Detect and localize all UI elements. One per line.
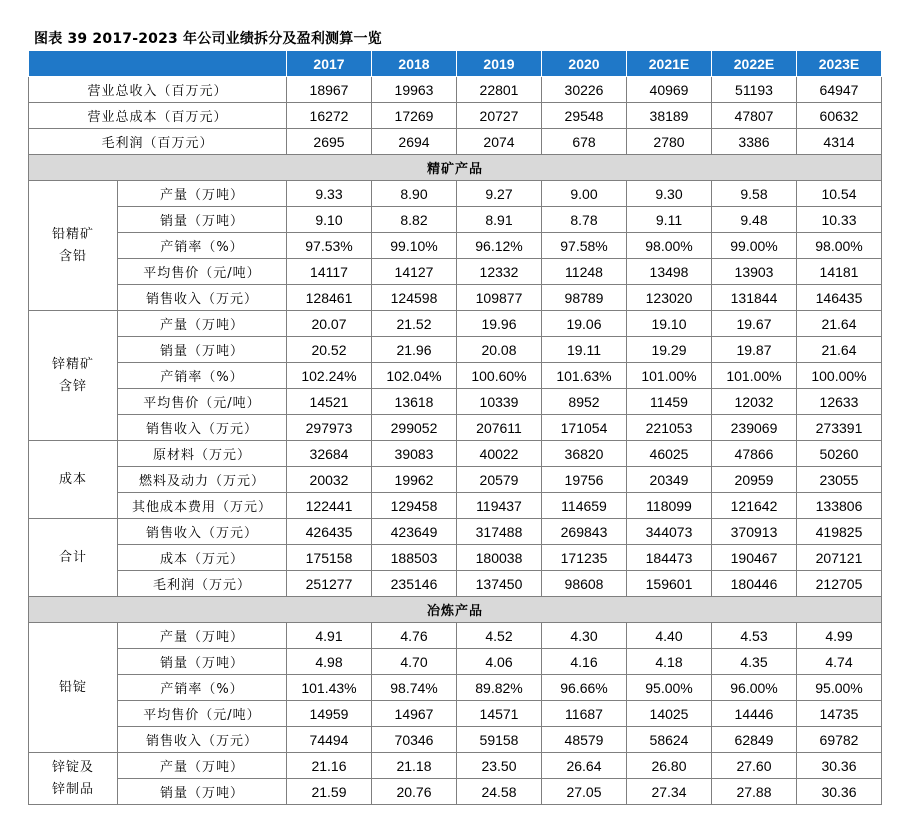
data-cell: 2694	[372, 129, 457, 155]
data-cell: 12032	[712, 389, 797, 415]
data-cell: 251277	[287, 571, 372, 597]
group-label	[29, 441, 118, 519]
group-label-line: 成本	[58, 471, 87, 487]
table-title: 图表 39 2017-2023 年公司业绩拆分及盈利测算一览	[34, 31, 382, 47]
data-cell: 96.12%	[457, 233, 542, 259]
header-year: 2021E	[627, 51, 712, 77]
data-cell: 4.76	[372, 623, 457, 649]
data-cell: 98.74%	[372, 675, 457, 701]
data-cell: 23055	[797, 467, 882, 493]
data-cell: 99.10%	[372, 233, 457, 259]
data-cell: 2780	[627, 129, 712, 155]
table-row	[29, 675, 882, 701]
data-cell: 21.64	[797, 337, 882, 363]
data-cell: 47866	[712, 441, 797, 467]
data-cell: 20032	[287, 467, 372, 493]
data-cell: 50260	[797, 441, 882, 467]
table-row	[29, 727, 882, 753]
header-corner	[29, 51, 287, 77]
data-cell: 4.35	[712, 649, 797, 675]
data-cell: 4.16	[542, 649, 627, 675]
data-cell: 89.82%	[457, 675, 542, 701]
data-cell: 180446	[712, 571, 797, 597]
data-cell: 17269	[372, 103, 457, 129]
data-cell: 38189	[627, 103, 712, 129]
data-cell: 121642	[712, 493, 797, 519]
group-label-line: 铅锭	[58, 679, 87, 695]
data-cell: 678	[542, 129, 627, 155]
data-cell: 221053	[627, 415, 712, 441]
data-cell: 47807	[712, 103, 797, 129]
data-cell: 30.36	[797, 753, 882, 779]
table-row	[29, 259, 882, 285]
row-label: 销量（万吨）	[118, 779, 287, 805]
data-cell: 14735	[797, 701, 882, 727]
header-row	[29, 51, 882, 77]
data-cell: 8.90	[372, 181, 457, 207]
group-label-line: 铅精矿	[51, 226, 94, 242]
data-cell: 98608	[542, 571, 627, 597]
data-cell: 171054	[542, 415, 627, 441]
data-cell: 30.36	[797, 779, 882, 805]
data-cell: 11248	[542, 259, 627, 285]
row-label: 成本（万元）	[118, 545, 287, 571]
data-cell: 2074	[457, 129, 542, 155]
row-label: 平均售价（元/吨）	[118, 389, 287, 415]
data-cell: 14967	[372, 701, 457, 727]
data-cell: 58624	[627, 727, 712, 753]
data-cell: 123020	[627, 285, 712, 311]
data-cell: 9.10	[287, 207, 372, 233]
data-cell: 102.04%	[372, 363, 457, 389]
data-cell: 64947	[797, 77, 882, 103]
data-cell: 19.96	[457, 311, 542, 337]
row-label: 产量（万吨）	[118, 181, 287, 207]
data-cell: 27.60	[712, 753, 797, 779]
data-cell: 4.06	[457, 649, 542, 675]
group-label-line: 含锌	[58, 378, 87, 394]
data-cell: 184473	[627, 545, 712, 571]
data-cell: 27.34	[627, 779, 712, 805]
table-row	[29, 441, 882, 467]
data-cell: 14127	[372, 259, 457, 285]
data-cell: 18967	[287, 77, 372, 103]
group-label-line: 锌制品	[51, 781, 94, 797]
header-year: 2020	[542, 51, 627, 77]
row-label: 营业总收入（百万元）	[29, 77, 287, 103]
data-cell: 19.06	[542, 311, 627, 337]
data-cell: 51193	[712, 77, 797, 103]
data-cell: 344073	[627, 519, 712, 545]
data-cell: 188503	[372, 545, 457, 571]
data-cell: 423649	[372, 519, 457, 545]
data-cell: 207121	[797, 545, 882, 571]
data-cell: 101.00%	[712, 363, 797, 389]
data-cell: 122441	[287, 493, 372, 519]
data-cell: 19.11	[542, 337, 627, 363]
data-cell: 14117	[287, 259, 372, 285]
data-cell: 69782	[797, 727, 882, 753]
table-row	[29, 493, 882, 519]
data-cell: 11459	[627, 389, 712, 415]
group-label	[29, 623, 118, 753]
row-label: 其他成本费用（万元）	[118, 493, 287, 519]
data-cell: 2695	[287, 129, 372, 155]
data-cell: 133806	[797, 493, 882, 519]
row-label: 平均售价（元/吨）	[118, 259, 287, 285]
data-cell: 19.29	[627, 337, 712, 363]
row-label: 销量（万吨）	[118, 649, 287, 675]
data-cell: 9.00	[542, 181, 627, 207]
data-cell: 12633	[797, 389, 882, 415]
group-label	[29, 311, 118, 441]
data-cell: 4.99	[797, 623, 882, 649]
row-label: 产量（万吨）	[118, 311, 287, 337]
data-cell: 21.64	[797, 311, 882, 337]
header-year: 2017	[287, 51, 372, 77]
table-row	[29, 181, 882, 207]
data-cell: 118099	[627, 493, 712, 519]
table-container	[28, 50, 882, 805]
table-row	[29, 363, 882, 389]
data-cell: 4.40	[627, 623, 712, 649]
data-cell: 426435	[287, 519, 372, 545]
table-row	[29, 415, 882, 441]
data-cell: 175158	[287, 545, 372, 571]
data-cell: 102.24%	[287, 363, 372, 389]
data-cell: 8952	[542, 389, 627, 415]
data-cell: 3386	[712, 129, 797, 155]
data-cell: 36820	[542, 441, 627, 467]
data-cell: 101.63%	[542, 363, 627, 389]
data-cell: 9.48	[712, 207, 797, 233]
data-cell: 11687	[542, 701, 627, 727]
section-header-row	[29, 155, 882, 181]
data-cell: 212705	[797, 571, 882, 597]
data-cell: 159601	[627, 571, 712, 597]
data-cell: 137450	[457, 571, 542, 597]
data-cell: 8.78	[542, 207, 627, 233]
row-label: 产量（万吨）	[118, 753, 287, 779]
data-cell: 24.58	[457, 779, 542, 805]
table-row	[29, 467, 882, 493]
header-year: 2019	[457, 51, 542, 77]
data-cell: 4.53	[712, 623, 797, 649]
data-cell: 95.00%	[797, 675, 882, 701]
row-label: 销量（万吨）	[118, 207, 287, 233]
data-cell: 20579	[457, 467, 542, 493]
summary-row	[29, 129, 882, 155]
data-cell: 30226	[542, 77, 627, 103]
data-cell: 48579	[542, 727, 627, 753]
data-cell: 128461	[287, 285, 372, 311]
table-row	[29, 285, 882, 311]
data-cell: 60632	[797, 103, 882, 129]
data-cell: 97.53%	[287, 233, 372, 259]
data-cell: 19963	[372, 77, 457, 103]
data-cell: 21.96	[372, 337, 457, 363]
data-cell: 14446	[712, 701, 797, 727]
table-row	[29, 337, 882, 363]
data-cell: 299052	[372, 415, 457, 441]
table-row	[29, 753, 882, 779]
table-row	[29, 701, 882, 727]
data-cell: 100.60%	[457, 363, 542, 389]
data-cell: 97.58%	[542, 233, 627, 259]
data-cell: 370913	[712, 519, 797, 545]
data-cell: 4.18	[627, 649, 712, 675]
data-cell: 273391	[797, 415, 882, 441]
data-cell: 26.80	[627, 753, 712, 779]
data-cell: 23.50	[457, 753, 542, 779]
data-cell: 46025	[627, 441, 712, 467]
data-cell: 26.64	[542, 753, 627, 779]
data-cell: 8.82	[372, 207, 457, 233]
row-label: 营业总成本（百万元）	[29, 103, 287, 129]
data-cell: 13498	[627, 259, 712, 285]
data-cell: 419825	[797, 519, 882, 545]
table-row	[29, 623, 882, 649]
row-label: 平均售价（元/吨）	[118, 701, 287, 727]
data-cell: 39083	[372, 441, 457, 467]
data-cell: 19756	[542, 467, 627, 493]
table-row	[29, 311, 882, 337]
data-cell: 10.33	[797, 207, 882, 233]
data-cell: 12332	[457, 259, 542, 285]
row-label: 毛利润（万元）	[118, 571, 287, 597]
group-label-line: 含铅	[58, 248, 87, 264]
data-cell: 109877	[457, 285, 542, 311]
table-row	[29, 571, 882, 597]
data-cell: 95.00%	[627, 675, 712, 701]
data-cell: 114659	[542, 493, 627, 519]
data-cell: 235146	[372, 571, 457, 597]
performance-table	[28, 50, 882, 805]
table-row	[29, 519, 882, 545]
data-cell: 20.76	[372, 779, 457, 805]
table-row	[29, 389, 882, 415]
data-cell: 14571	[457, 701, 542, 727]
data-cell: 9.58	[712, 181, 797, 207]
data-cell: 19.10	[627, 311, 712, 337]
data-cell: 20.07	[287, 311, 372, 337]
data-cell: 40969	[627, 77, 712, 103]
data-cell: 269843	[542, 519, 627, 545]
data-cell: 22801	[457, 77, 542, 103]
data-cell: 4.70	[372, 649, 457, 675]
data-cell: 100.00%	[797, 363, 882, 389]
row-label: 产量（万吨）	[118, 623, 287, 649]
data-cell: 317488	[457, 519, 542, 545]
row-label: 销售收入（万元）	[118, 415, 287, 441]
row-label: 销售收入（万元）	[118, 727, 287, 753]
data-cell: 131844	[712, 285, 797, 311]
data-cell: 21.16	[287, 753, 372, 779]
data-cell: 101.43%	[287, 675, 372, 701]
data-cell: 62849	[712, 727, 797, 753]
data-cell: 59158	[457, 727, 542, 753]
data-cell: 13903	[712, 259, 797, 285]
data-cell: 96.00%	[712, 675, 797, 701]
row-label: 销售收入（万元）	[118, 519, 287, 545]
data-cell: 14025	[627, 701, 712, 727]
group-label	[29, 753, 118, 805]
summary-row	[29, 103, 882, 129]
data-cell: 239069	[712, 415, 797, 441]
data-cell: 20349	[627, 467, 712, 493]
summary-row	[29, 77, 882, 103]
data-cell: 4.52	[457, 623, 542, 649]
data-cell: 14959	[287, 701, 372, 727]
header-year: 2022E	[712, 51, 797, 77]
table-row	[29, 545, 882, 571]
data-cell: 9.27	[457, 181, 542, 207]
table-row	[29, 233, 882, 259]
group-label	[29, 519, 118, 597]
group-label-line: 合计	[58, 549, 87, 565]
row-label: 销售收入（万元）	[118, 285, 287, 311]
data-cell: 129458	[372, 493, 457, 519]
data-cell: 70346	[372, 727, 457, 753]
data-cell: 146435	[797, 285, 882, 311]
row-label: 产销率（%）	[118, 233, 287, 259]
data-cell: 119437	[457, 493, 542, 519]
data-cell: 171235	[542, 545, 627, 571]
data-cell: 21.52	[372, 311, 457, 337]
data-cell: 8.91	[457, 207, 542, 233]
data-cell: 32684	[287, 441, 372, 467]
data-cell: 14521	[287, 389, 372, 415]
data-cell: 98789	[542, 285, 627, 311]
header-year: 2018	[372, 51, 457, 77]
data-cell: 297973	[287, 415, 372, 441]
data-cell: 27.88	[712, 779, 797, 805]
data-cell: 14181	[797, 259, 882, 285]
data-cell: 4.91	[287, 623, 372, 649]
data-cell: 4314	[797, 129, 882, 155]
data-cell: 96.66%	[542, 675, 627, 701]
data-cell: 74494	[287, 727, 372, 753]
data-cell: 9.33	[287, 181, 372, 207]
data-cell: 20.08	[457, 337, 542, 363]
data-cell: 40022	[457, 441, 542, 467]
group-label-line: 锌精矿	[51, 356, 94, 372]
group-label-line: 锌锭及	[51, 759, 94, 775]
data-cell: 20.52	[287, 337, 372, 363]
data-cell: 101.00%	[627, 363, 712, 389]
data-cell: 19.67	[712, 311, 797, 337]
data-cell: 180038	[457, 545, 542, 571]
section-header-row	[29, 597, 882, 623]
data-cell: 29548	[542, 103, 627, 129]
data-cell: 207611	[457, 415, 542, 441]
row-label: 原材料（万元）	[118, 441, 287, 467]
data-cell: 20727	[457, 103, 542, 129]
data-cell: 21.18	[372, 753, 457, 779]
section-title: 精矿产品	[29, 155, 882, 181]
data-cell: 9.30	[627, 181, 712, 207]
data-cell: 190467	[712, 545, 797, 571]
data-cell: 98.00%	[627, 233, 712, 259]
row-label: 毛利润（百万元）	[29, 129, 287, 155]
data-cell: 124598	[372, 285, 457, 311]
data-cell: 19.87	[712, 337, 797, 363]
data-cell: 98.00%	[797, 233, 882, 259]
data-cell: 19962	[372, 467, 457, 493]
data-cell: 27.05	[542, 779, 627, 805]
row-label: 燃料及动力（万元）	[118, 467, 287, 493]
table-row	[29, 779, 882, 805]
data-cell: 4.74	[797, 649, 882, 675]
section-title: 冶炼产品	[29, 597, 882, 623]
row-label: 销量（万吨）	[118, 337, 287, 363]
group-label	[29, 181, 118, 311]
data-cell: 21.59	[287, 779, 372, 805]
data-cell: 10.54	[797, 181, 882, 207]
data-cell: 20959	[712, 467, 797, 493]
data-cell: 16272	[287, 103, 372, 129]
table-row	[29, 649, 882, 675]
data-cell: 4.98	[287, 649, 372, 675]
row-label: 产销率（%）	[118, 363, 287, 389]
data-cell: 9.11	[627, 207, 712, 233]
data-cell: 10339	[457, 389, 542, 415]
header-year: 2023E	[797, 51, 882, 77]
row-label: 产销率（%）	[118, 675, 287, 701]
data-cell: 13618	[372, 389, 457, 415]
data-cell: 99.00%	[712, 233, 797, 259]
data-cell: 4.30	[542, 623, 627, 649]
table-row	[29, 207, 882, 233]
